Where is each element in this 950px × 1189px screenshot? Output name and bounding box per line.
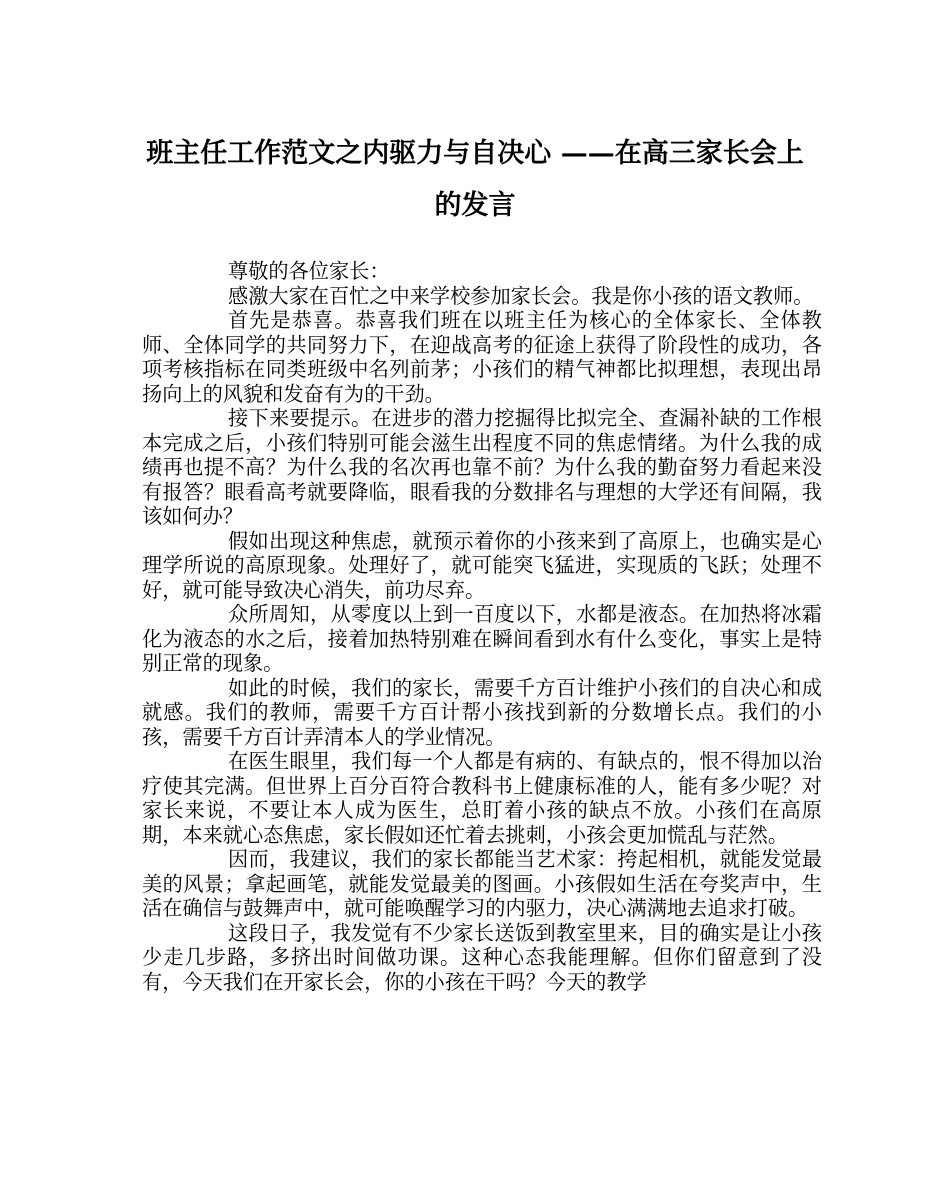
document-title: 班主任工作范文之内驱力与自决心 ——在高三家长会上的发言 [146, 138, 804, 221]
paragraph: 这段日子，我发觉有不少家长送饭到教室里来，目的确实是让小孩少走几步路，多挤出时间做功课。这种心态我能理解。但你们留意到了没有，今天我们在开家长会，你的小孩在干吗？今天的教学 [142, 920, 822, 994]
paragraph: 首先是恭喜。恭喜我们班在以班主任为核心的全体家长、全体教师、全体同学的共同努力下，在迎战高考的征途上获得了阶段性的成功，各项考核指标在同类班级中名列前茅；小孩们的精气神都比拟理想，表现出昂扬向上的风貌和发奋有为的干劲。 [142, 308, 822, 406]
paragraph: 感激大家在百忙之中来学校参加家长会。我是你小孩的语文教师。 [228, 283, 814, 308]
paragraph: 假如出现这种焦虑，就预示着你的小孩来到了高原上，也确实是心理学所说的高原现象。处理好了，就可能突飞猛进，实现质的飞跃；处理不好，就可能导致决心消失，前功尽弃。 [142, 528, 822, 602]
paragraph: 如此的时候，我们的家长，需要千方百计维护小孩们的自决心和成就感。我们的教师，需要千方百计帮小孩找到新的分数增长点。我们的小孩，需要千方百计弄清本人的学业情况。 [142, 675, 822, 749]
document-body [142, 259, 822, 994]
paragraph-salutation: 尊敬的各位家长： [228, 259, 390, 283]
paragraph: 在医生眼里，我们每一个人都是有病的、有缺点的，恨不得加以治疗使其完满。但世界上百分百符合教科书上健康标准的人，能有多少呢？对家长来说，不要让本人成为医生，总盯着小孩的缺点不放。小孩们在高原期，本来就心态焦虑，家长假如还忙着去挑刺，小孩会更加慌乱与茫然。 [142, 749, 822, 847]
paragraph: 因而，我建议，我们的家长都能当艺术家：挎起相机，就能发觉最美的风景；拿起画笔，就能发觉最美的图画。小孩假如生活在夸奖声中，生活在确信与鼓舞声中，就可能唤醒学习的内驱力，决心满满地去追求打破。 [142, 847, 822, 920]
paragraph: 众所周知，从零度以上到一百度以下，水都是液态。在加热将冰霜化为液态的水之后，接着加热特别难在瞬间看到水有什么变化，事实上是特别正常的现象。 [142, 602, 822, 675]
paragraph: 接下来要提示。在进步的潜力挖掘得比拟完全、查漏补缺的工作根本完成之后，小孩们特别可能会滋生出程度不同的焦虑情绪。为什么我的成绩再也提不高？为什么我的名次再也靠不前？为什么我的勤奋努力看起来没有报答？眼看高考就要降临，眼看我的分数排名与理想的大学还有间隔，我该如何办？ [142, 406, 822, 528]
